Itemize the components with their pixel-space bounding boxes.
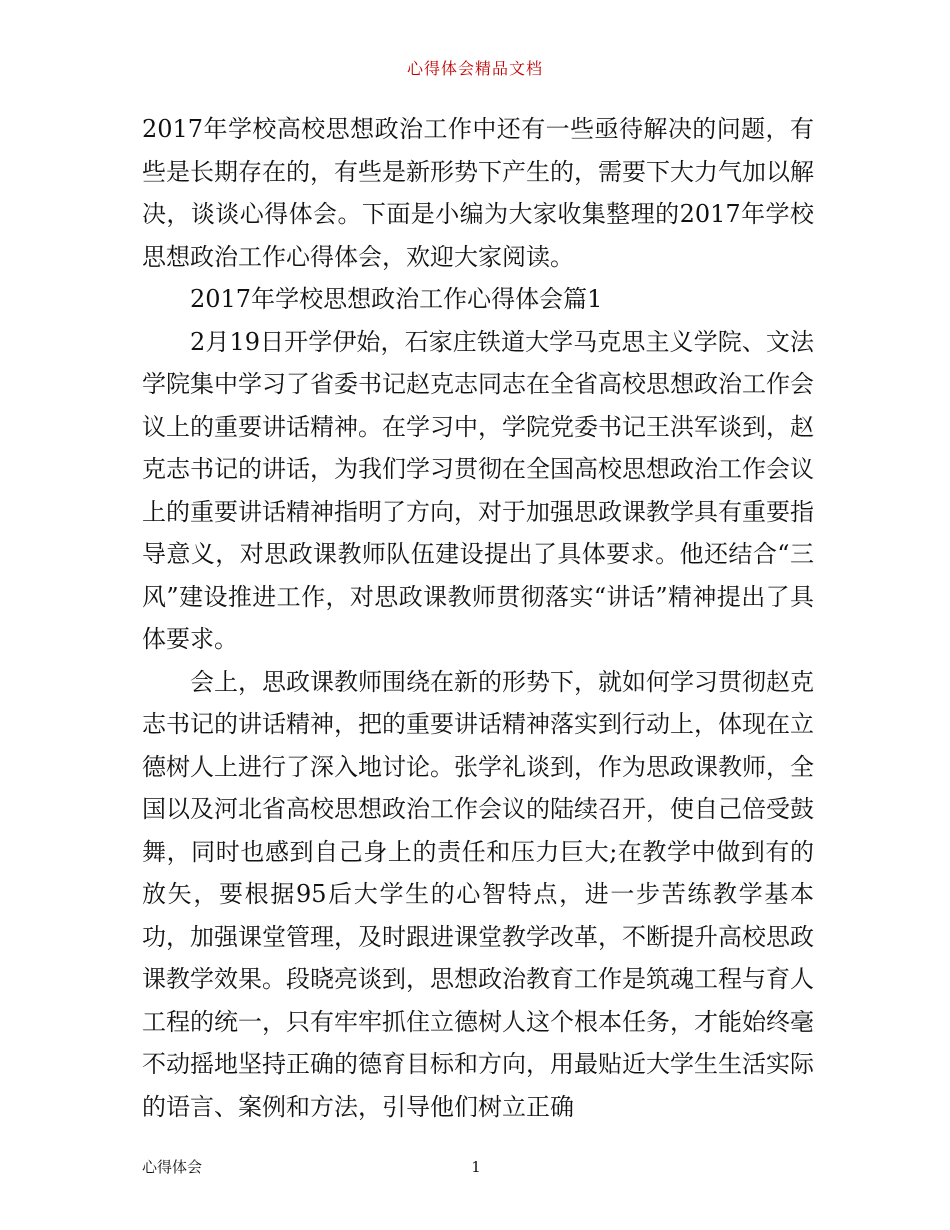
body-paragraph: 2月19日开学伊始，石家庄铁道大学马克思主义学院、文法学院集中学习了省委书记赵克志同志在全省高校思想政治工作会议上的重要讲话精神。在学习中，学院党委书记王洪军谈到，赵克志书记的讲话，为我们学习贯彻在全国高校思想政治工作会议上的重要讲话精神指明了方向，对于加强思政课教学具有重要指导意义，对思政课教师队伍建设提出了具体要求。他还结合“三风”建设推进工作，对思政课教师贯彻落实“讲话”精神提出了具体要求。: [142, 327, 814, 653]
document-body: [142, 108, 814, 1128]
section-heading: 2017年学校思想政治工作心得体会篇1: [190, 285, 603, 313]
body-paragraph: 会上，思政课教师围绕在新的形势下，就如何学习贯彻赵克志书记的讲话精神，把的重要讲话精神落实到行动上，体现在立德树人上进行了深入地讨论。张学礼谈到，作为思政课教师，全国以及河北省高校思想政治工作会议的陆续召开，使自己倍受鼓舞，同时也感到自己身上的责任和压力巨大;在教学中做到有的放矢，要根据95后大学生的心智特点，进一步苦练教学基本功，加强课堂管理，及时跟进课堂教学改革，不断提升高校思政课教学效果。段晓亮谈到，思想政治教育工作是筑魂工程与育人工程的统一，只有牢牢抓住立德树人这个根本任务，才能始终毫不动摇地坚持正确的德育目标和方向，用最贴近大学生生活实际的语言、案例和方法，引导他们树立正确: [142, 667, 814, 1121]
footer-label: 心得体会: [142, 1158, 203, 1176]
intro-paragraph: 2017年学校高校思想政治工作中还有一些亟待解决的问题，有些是长期存在的，有些是新形势下产生的，需要下大力气加以解决，谈谈心得体会。下面是小编为大家收集整理的2017年学校思想政治工作心得体会，欢迎大家阅读。: [142, 115, 814, 271]
page-number: 1: [471, 1158, 481, 1176]
page-header-title: 心得体会精品文档: [406, 59, 543, 78]
